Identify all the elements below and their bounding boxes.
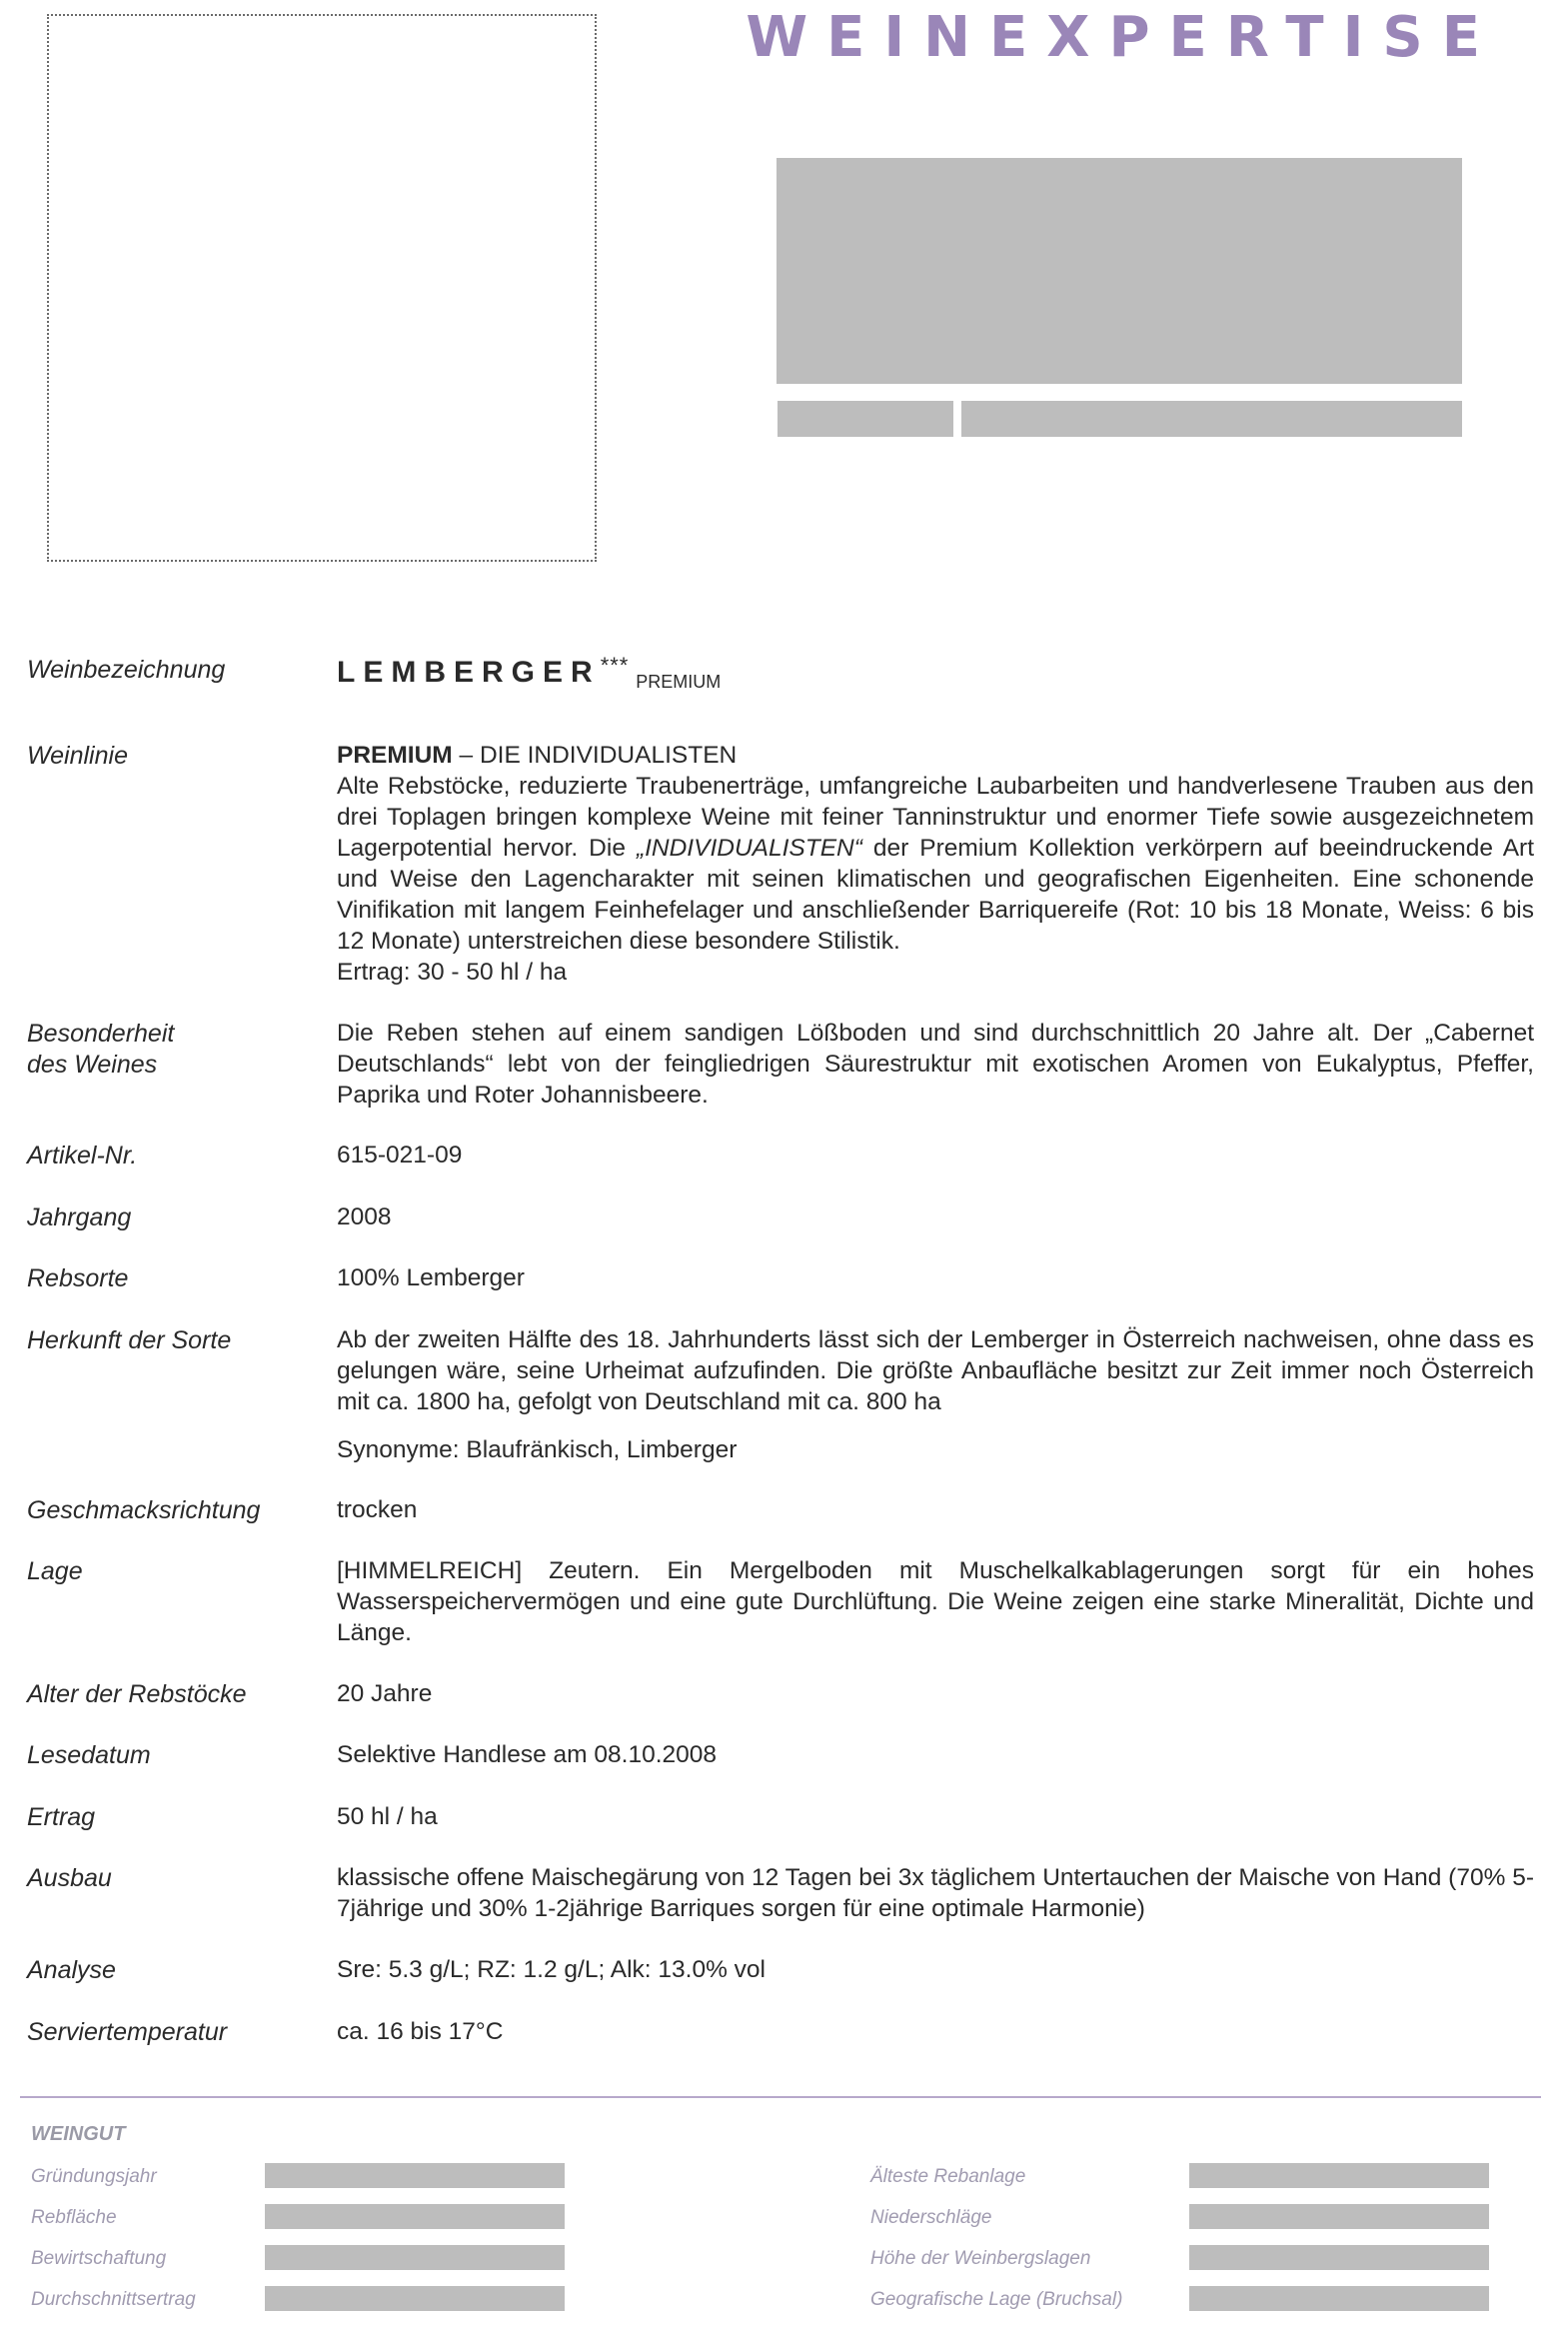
value-rebsorte: 100% Lemberger	[337, 1264, 525, 1291]
value-servier: ca. 16 bis 17°C	[337, 2018, 504, 2045]
redacted-field-wide	[961, 401, 1462, 437]
label-geschmack: Geschmacksrichtung	[27, 1496, 261, 1524]
footer-label-niederschlaege: Niederschläge	[870, 2207, 992, 2228]
wine-stars: ***	[600, 653, 630, 678]
redacted-footer-value	[1189, 2163, 1489, 2188]
label-besonderheit	[27, 1019, 327, 1081]
footer-divider	[20, 2096, 1541, 2098]
redacted-footer-value	[265, 2245, 565, 2270]
herkunft-synonyme: Synonyme: Blaufränkisch, Limberger	[337, 1436, 738, 1463]
value-analyse: Sre: 5.3 g/L; RZ: 1.2 g/L; Alk: 13.0% vol	[337, 1956, 766, 1983]
weinlinie-heading-rest: – DIE INDIVIDUALISTEN	[452, 742, 738, 769]
label-artikel: Artikel-Nr.	[27, 1142, 138, 1169]
value-herkunft	[337, 1324, 1534, 1465]
value-jahrgang: 2008	[337, 1203, 392, 1230]
value-lesedatum: Selektive Handlese am 08.10.2008	[337, 1741, 718, 1768]
label-weinlinie: Weinlinie	[27, 742, 128, 770]
document-title: WEINEXPERTISE	[746, 5, 1499, 70]
footer-label-durchschnittsertrag: Durchschnittsertrag	[31, 2289, 196, 2310]
wine-name: LEMBERGER	[337, 656, 601, 690]
footer-heading: WEINGUT	[31, 2123, 126, 2145]
label-analyse: Analyse	[27, 1956, 116, 1984]
value-ertrag: 50 hl / ha	[337, 1803, 438, 1830]
weinlinie-text-b: der Premium Kollektion verkörpern auf beeindruckende Art und Weise den Lagencharakter mit seinen klimatischen und geografischen Eigenheiten. Eine schonende Vinifikation mit langem Feinhefelager und anschließender Barriquereife (Rot: 10 bis 18 Monate, Weiss: 6 bis 12 Monate) unterstreichen diese besondere Stilistik.	[337, 835, 1534, 955]
label-alter: Alter der Rebstöcke	[27, 1680, 247, 1708]
label-ausbau: Ausbau	[27, 1864, 112, 1892]
weinlinie-text	[337, 771, 1534, 957]
redacted-footer-value	[265, 2204, 565, 2229]
footer-label-rebflaeche: Rebfläche	[31, 2207, 117, 2228]
label-jahrgang: Jahrgang	[27, 1203, 132, 1231]
label-besonderheit-line2: des Weines	[27, 1051, 158, 1079]
redacted-footer-value	[265, 2286, 565, 2311]
label-besonderheit-line1: Besonderheit	[27, 1020, 175, 1048]
value-weinbezeichnung	[337, 650, 1534, 698]
footer-label-aelteste-rebanlage: Älteste Rebanlage	[870, 2166, 1026, 2187]
value-lage: [HIMMELREICH] Zeutern. Ein Mergelboden mit Muschelkalkablagerungen sorgt für ein hohes Wasserspeichervermögen und eine gute Durchlüftung. Die Weine zeigen eine starke Mineralität, Dichte und Länge.	[337, 1557, 1534, 1646]
wine-tag: PREMIUM	[636, 672, 722, 693]
label-ertrag: Ertrag	[27, 1803, 96, 1831]
value-ausbau: klassische offene Maischegärung von 12 Tagen bei 3x täglichem Untertauchen der Maische von Hand (70% 5-7jährige und 30% 1-2jährige Barriques sorgen für eine optimale Harmonie)	[337, 1864, 1534, 1922]
label-rebsorte: Rebsorte	[27, 1264, 129, 1292]
label-herkunft: Herkunft der Sorte	[27, 1326, 232, 1354]
label-lage: Lage	[27, 1557, 83, 1585]
value-alter: 20 Jahre	[337, 1680, 433, 1707]
value-besonderheit: Die Reben stehen auf einem sandigen Lößboden und sind durchschnittlich 20 Jahre alt. Der „Cabernet Deutschlands“ lebt von der feingliedrigen Säurestruktur mit exotischen Aromen von Eukalyptus, Pfeffer, Paprika und Roter Johannisbeere.	[337, 1020, 1534, 1109]
footer-label-hoehe-weinbergslagen: Höhe der Weinbergslagen	[870, 2248, 1091, 2269]
redacted-footer-value	[265, 2163, 565, 2188]
footer-label-geografische-lage: Geografische Lage (Bruchsal)	[870, 2289, 1123, 2310]
weinlinie-text-italic: „INDIVIDUALISTEN“	[636, 835, 862, 862]
value-geschmack: trocken	[337, 1496, 418, 1523]
redacted-field-small	[778, 401, 953, 437]
herkunft-text: Ab der zweiten Hälfte des 18. Jahrhunderts lässt sich der Lemberger in Österreich nachweisen, ohne dass es gelungen wäre, seine Urheimat aufzufinden. Die größte Anbaufläche besitzt zur Zeit immer noch Österreich mit ca. 1800 ha, gefolgt von Deutschland mit ca. 800 ha	[337, 1326, 1534, 1415]
wine-image-placeholder	[47, 14, 597, 562]
label-servier: Serviertemperatur	[27, 2018, 228, 2046]
label-weinbezeichnung: Weinbezeichnung	[27, 656, 226, 684]
weinlinie-ertrag: Ertrag: 30 - 50 hl / ha	[337, 959, 568, 986]
footer-label-gruendungsjahr: Gründungsjahr	[31, 2166, 157, 2187]
label-lesedatum: Lesedatum	[27, 1741, 151, 1769]
redacted-footer-value	[1189, 2245, 1489, 2270]
redacted-footer-value	[1189, 2204, 1489, 2229]
weinlinie-heading-bold: PREMIUM	[337, 742, 453, 769]
redacted-logo-block	[777, 158, 1462, 384]
weinlinie-heading	[337, 740, 1534, 771]
value-weinlinie	[337, 740, 1534, 988]
value-artikel: 615-021-09	[337, 1142, 463, 1168]
redacted-footer-value	[1189, 2286, 1489, 2311]
weinlinie-text-a: Alte Rebstöcke, reduzierte Traubenerträge, umfangreiche Laubarbeiten und handverlesene Trauben aus den drei Toplagen bringen komplexe Weine mit feiner Tanninstruktur und enormer Tiefe sowie ausgezeichnetem Lagerpotential hervor. Die	[337, 773, 1534, 862]
footer-label-bewirtschaftung: Bewirtschaftung	[31, 2248, 167, 2269]
